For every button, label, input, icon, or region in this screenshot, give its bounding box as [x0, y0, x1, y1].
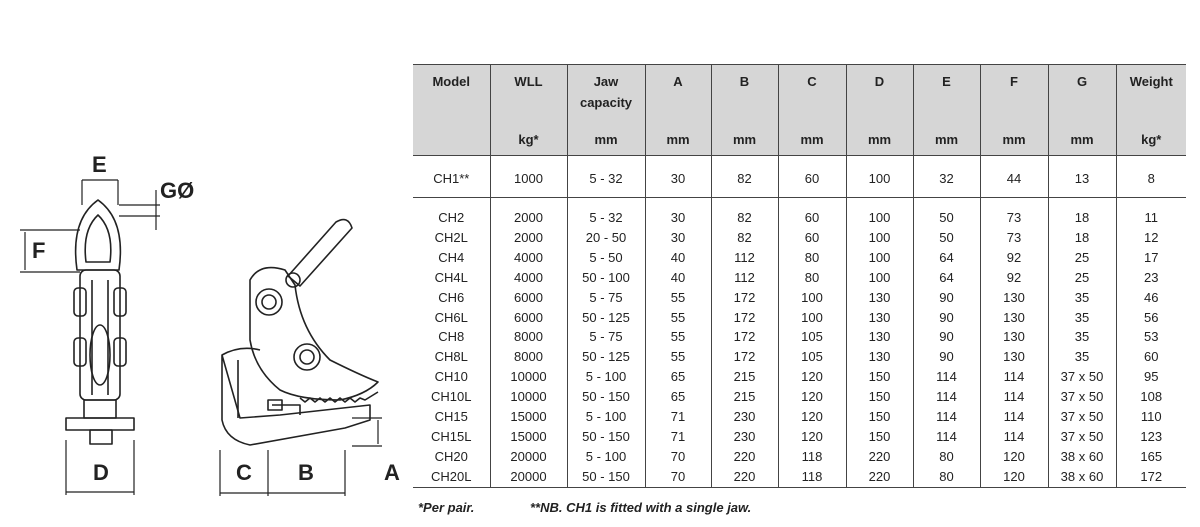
table-cell: 114 [980, 387, 1048, 407]
table-cell: 114 [913, 407, 980, 427]
column-header-name: A [673, 74, 683, 89]
table-cell: 8000 [490, 347, 567, 367]
table-cell: 172 [711, 327, 778, 347]
table-row [413, 447, 1186, 467]
column-header-name: F [1010, 74, 1018, 89]
table-cell: 50 - 150 [567, 427, 645, 447]
dim-label-a: A [384, 460, 400, 485]
table-cell: 105 [778, 327, 846, 347]
table-cell: CH4 [438, 249, 465, 265]
column-header-unit: mm [934, 132, 959, 147]
table-cell: CH15 [434, 409, 468, 425]
table-cell: 55 [645, 347, 711, 367]
table-cell: 105 [778, 347, 846, 367]
table-cell: 44 [980, 156, 1048, 198]
table-cell: 82 [711, 228, 778, 248]
dim-label-c: C [236, 460, 252, 485]
dim-label-b: B [298, 460, 314, 485]
table-cell: CH6 [438, 289, 465, 305]
spacer-cell [1048, 198, 1116, 209]
table-row [413, 407, 1186, 427]
table-cell: 60 [778, 228, 846, 248]
table-cell: 90 [913, 308, 980, 328]
table-cell: CH8 [438, 329, 465, 345]
table-cell: 172 [711, 347, 778, 367]
table-body [413, 156, 1186, 488]
table-cell: 90 [913, 288, 980, 308]
table-cell: 30 [645, 156, 711, 198]
table-cell: 73 [980, 208, 1048, 228]
clamp-drawings [0, 0, 410, 527]
clamp-side-view [222, 220, 378, 445]
table-row [413, 288, 1186, 308]
table-cell: CH20L [413, 467, 490, 487]
table-cell: 37 x 50 [1048, 427, 1116, 447]
table-cell: 40 [645, 268, 711, 288]
table-row [413, 248, 1186, 268]
table-cell: 90 [913, 327, 980, 347]
table-cell: 50 - 125 [567, 347, 645, 367]
column-header-unit: mm [594, 132, 618, 147]
table-cell: 130 [980, 327, 1048, 347]
column-header [490, 65, 567, 156]
table-cell: 5 - 32 [567, 208, 645, 228]
table-cell: 55 [645, 327, 711, 347]
table-cell: 30 [645, 228, 711, 248]
table-row [413, 427, 1186, 447]
table-cell: 53 [1116, 327, 1186, 347]
table-cell: CH2L [434, 229, 468, 245]
table-row [413, 347, 1186, 367]
table-cell: CH4L [434, 269, 468, 285]
table-cell: 73 [980, 228, 1048, 248]
table-cell: 71 [645, 427, 711, 447]
table-cell: 172 [1116, 467, 1186, 487]
column-header [1116, 65, 1186, 156]
table-cell: 5 - 100 [567, 447, 645, 467]
table-cell: 220 [846, 467, 913, 487]
table-cell: 100 [778, 308, 846, 328]
table-cell: 230 [711, 407, 778, 427]
table-cell: 120 [778, 427, 846, 447]
column-header [913, 65, 980, 156]
column-header [980, 65, 1048, 156]
table-cell: 120 [778, 367, 846, 387]
column-header-name: WLL [514, 74, 543, 89]
table-cell: 165 [1116, 447, 1186, 467]
table-cell: 11 [1116, 208, 1186, 228]
table-cell: 37 x 50 [1048, 407, 1116, 427]
column-header-name: D [874, 74, 885, 89]
table-cell: 50 - 150 [567, 387, 645, 407]
table-cell: 35 [1048, 327, 1116, 347]
table-cell: CH10 [434, 369, 468, 385]
table-cell: 23 [1116, 268, 1186, 288]
table-cell: 17 [1116, 248, 1186, 268]
table-cell: 25 [1048, 248, 1116, 268]
table-cell: 130 [846, 327, 913, 347]
table-cell: 80 [778, 248, 846, 268]
table-cell: 50 - 125 [567, 308, 645, 328]
table-cell: 100 [846, 228, 913, 248]
table-cell: 130 [980, 288, 1048, 308]
table-cell: 5 - 75 [567, 288, 645, 308]
spacer-cell [980, 198, 1048, 209]
table-row [413, 327, 1186, 347]
column-header-name: C [807, 74, 817, 89]
table-cell: 150 [846, 407, 913, 427]
table-cell: 35 [1048, 347, 1116, 367]
table-cell: 130 [980, 308, 1048, 328]
spacer-cell [413, 198, 490, 209]
table-cell: 172 [711, 308, 778, 328]
table-cell: 130 [846, 308, 913, 328]
table-cell: 150 [846, 427, 913, 447]
table-cell: 5 - 100 [567, 367, 645, 387]
table-cell: 100 [846, 248, 913, 268]
column-header-unit: kg* [1141, 132, 1162, 147]
table-cell: 6000 [490, 288, 567, 308]
table-cell: 100 [846, 208, 913, 228]
column-header-unit: mm [800, 132, 824, 147]
header-row [413, 65, 1186, 156]
column-header [1048, 65, 1116, 156]
table-cell: CH20 [434, 448, 468, 464]
column-header-unit: mm [732, 132, 757, 147]
table-cell: 60 [1116, 347, 1186, 367]
table-cell: CH15L [431, 428, 472, 444]
table-cell: 8000 [490, 327, 567, 347]
clamp-front-view [66, 200, 134, 444]
table-cell: 5 - 75 [567, 327, 645, 347]
table-cell: 15000 [490, 427, 567, 447]
table-cell: 100 [846, 268, 913, 288]
column-header [846, 65, 913, 156]
table-cell: 64 [913, 248, 980, 268]
table-cell: 100 [778, 288, 846, 308]
table-row [413, 467, 1186, 487]
table-cell: 80 [913, 447, 980, 467]
table-cell: CH6L [434, 309, 468, 325]
table-cell: 46 [1116, 288, 1186, 308]
table-cell: 20000 [490, 447, 567, 467]
table-cell: 55 [645, 288, 711, 308]
table-cell: 80 [778, 268, 846, 288]
column-header-unit: kg* [518, 132, 539, 147]
table-cell: 30 [645, 208, 711, 228]
table-row [413, 228, 1186, 248]
table-cell: 6000 [490, 308, 567, 328]
table-cell: 120 [980, 447, 1048, 467]
table-cell: 64 [913, 268, 980, 288]
table-row [413, 387, 1186, 407]
table-cell: 215 [711, 387, 778, 407]
column-header-name: Model [432, 74, 471, 89]
column-header-name: G [1076, 74, 1088, 89]
table-cell: CH8L [434, 349, 468, 365]
table-cell: 55 [645, 308, 711, 328]
table-cell: 215 [711, 367, 778, 387]
table-cell: 150 [846, 367, 913, 387]
dim-label-f: F [32, 238, 46, 263]
table-cell: 70 [645, 467, 711, 487]
table-row [413, 268, 1186, 288]
table-cell: 114 [980, 367, 1048, 387]
spacer-cell [846, 198, 913, 209]
column-header [567, 65, 645, 156]
column-header-name: B [739, 74, 750, 89]
table-cell: 35 [1048, 288, 1116, 308]
column-header [413, 65, 490, 156]
table-row [413, 308, 1186, 328]
column-header-unit: mm [666, 132, 690, 147]
column-header-name: E [942, 74, 951, 89]
table-row [413, 367, 1186, 387]
table-cell: 80 [913, 467, 980, 487]
spacer-cell [645, 198, 711, 209]
table-cell: 38 x 60 [1048, 447, 1116, 467]
table-cell: 40 [645, 248, 711, 268]
table-cell: 18 [1048, 228, 1116, 248]
table-cell: 2000 [490, 228, 567, 248]
table-cell: 150 [846, 387, 913, 407]
table-row [413, 156, 1186, 198]
table-cell: 38 x 60 [1048, 467, 1116, 487]
table-cell: 172 [711, 288, 778, 308]
table-cell: 25 [1048, 268, 1116, 288]
table-cell: 120 [980, 467, 1048, 487]
specification-table [413, 64, 1186, 488]
table-cell: 230 [711, 427, 778, 447]
table-cell: 100 [846, 156, 913, 198]
table-cell: 130 [846, 288, 913, 308]
table-cell: 82 [711, 156, 778, 198]
table-cell: 220 [846, 447, 913, 467]
table-cell: 95 [1116, 367, 1186, 387]
table-cell: CH1** [413, 156, 490, 198]
column-header [711, 65, 778, 156]
table-cell: 50 - 100 [567, 268, 645, 288]
table-cell: CH10L [431, 389, 472, 405]
table-cell: 118 [778, 447, 846, 467]
table-cell: 20 - 50 [567, 228, 645, 248]
table-cell: 5 - 50 [567, 248, 645, 268]
table-header [413, 65, 1186, 156]
table-cell: 4000 [490, 268, 567, 288]
table-cell: 56 [1116, 308, 1186, 328]
table-cell: 220 [711, 447, 778, 467]
table-cell: CH2 [438, 210, 465, 225]
table-cell: 10000 [490, 387, 567, 407]
table-cell: 60 [778, 208, 846, 228]
spacer-cell [778, 198, 846, 209]
table-cell: 50 [913, 208, 980, 228]
table-cell: 5 - 100 [567, 407, 645, 427]
table-cell: 110 [1116, 407, 1186, 427]
table-cell: 15000 [490, 407, 567, 427]
table-row [413, 208, 1186, 228]
table-cell: 92 [980, 248, 1048, 268]
table-cell: 92 [980, 268, 1048, 288]
spacer-cell [1116, 198, 1186, 209]
table-cell: 37 x 50 [1048, 387, 1116, 407]
table-cell: 1000 [490, 156, 567, 198]
column-header-unit: mm [867, 132, 892, 147]
table-cell: 60 [778, 156, 846, 198]
table-cell: 118 [778, 467, 846, 487]
dim-label-g: GØ [160, 178, 195, 203]
column-header-unit: mm [1070, 132, 1094, 147]
table-cell: 114 [913, 387, 980, 407]
table-cell: 20000 [490, 467, 567, 487]
table-cell: 130 [846, 347, 913, 367]
table-cell: 4000 [490, 248, 567, 268]
table-cell: 12 [1116, 228, 1186, 248]
table-cell: 8 [1116, 156, 1186, 198]
footnote-ch1: **NB. CH1 is fitted with a single jaw. [530, 500, 752, 515]
table-cell: 82 [711, 208, 778, 228]
table-cell: 114 [913, 367, 980, 387]
table-cell: 120 [778, 387, 846, 407]
table-cell: 50 [913, 228, 980, 248]
table-cell: 70 [645, 447, 711, 467]
column-header-unit: mm [1002, 132, 1026, 147]
table-cell: 10000 [490, 367, 567, 387]
table-cell: 220 [711, 467, 778, 487]
spacer-cell [913, 198, 980, 209]
table-cell: 114 [980, 427, 1048, 447]
column-header [778, 65, 846, 156]
table-cell: 13 [1048, 156, 1116, 198]
column-header-name: Jaw capacity [579, 74, 633, 110]
table-cell: 65 [645, 367, 711, 387]
table-cell: 50 - 150 [567, 467, 645, 487]
column-header [645, 65, 711, 156]
dim-label-d: D [93, 460, 109, 485]
spacer-cell [490, 198, 567, 209]
footnote-per-pair: *Per pair. [418, 500, 475, 515]
table-cell: 71 [645, 407, 711, 427]
table-spacer-row [413, 198, 1186, 209]
table-cell: 112 [711, 268, 778, 288]
spacer-cell [567, 198, 645, 209]
table-cell: 114 [980, 407, 1048, 427]
table-cell: 130 [980, 347, 1048, 367]
dim-label-e: E [92, 152, 107, 177]
column-header-name: Weight [1129, 74, 1173, 89]
table-cell: 5 - 32 [567, 156, 645, 198]
table-cell: 112 [711, 248, 778, 268]
table-cell: 123 [1116, 427, 1186, 447]
spacer-cell [711, 198, 778, 209]
table-cell: 65 [645, 387, 711, 407]
table-cell: 90 [913, 347, 980, 367]
table-cell: 37 x 50 [1048, 367, 1116, 387]
table-cell: 2000 [490, 208, 567, 228]
table-cell: 120 [778, 407, 846, 427]
table-cell: 18 [1048, 208, 1116, 228]
table-cell: 114 [913, 427, 980, 447]
table-cell: 35 [1048, 308, 1116, 328]
table-cell: 32 [913, 156, 980, 198]
table-cell: 108 [1116, 387, 1186, 407]
